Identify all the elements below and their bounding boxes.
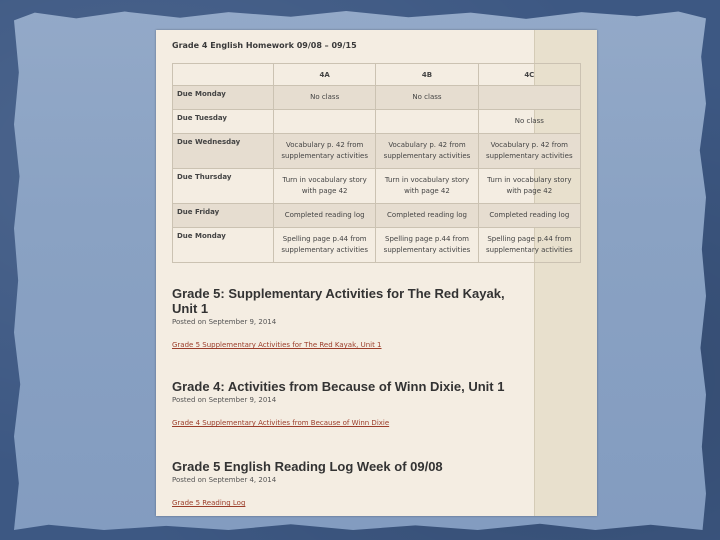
table-cell: Vocabulary p. 42 from supplementary activities (274, 134, 376, 169)
blog-post (172, 286, 532, 349)
table-cell: Turn in vocabulary story with page 42 (274, 169, 376, 204)
table-row (173, 228, 581, 263)
row-day-label: Due Tuesday (173, 110, 274, 134)
blog-post (172, 459, 532, 507)
row-day-label: Due Thursday (173, 169, 274, 204)
column-header (173, 64, 274, 86)
table-cell: Spelling page p.44 from supplementary activities (376, 228, 478, 263)
table-row (173, 110, 581, 134)
table-cell: No class (376, 86, 478, 110)
table-cell: Spelling page p.44 from supplementary activities (478, 228, 580, 263)
table-cell: Completed reading log (376, 204, 478, 228)
post-date: Posted on September 9, 2014 (172, 396, 277, 404)
table-cell: No class (478, 110, 580, 134)
table-cell: Turn in vocabulary story with page 42 (478, 169, 580, 204)
post-link[interactable]: Grade 4 Supplementary Activities from Because of Winn Dixie (172, 419, 390, 427)
table-cell: Completed reading log (478, 204, 580, 228)
row-day-label: Due Friday (173, 204, 274, 228)
table-row (173, 169, 581, 204)
table-cell: Vocabulary p. 42 from supplementary activities (478, 134, 580, 169)
homework-title: Grade 4 English Homework 09/08 – 09/15 (172, 41, 357, 50)
post-date: Posted on September 4, 2014 (172, 476, 277, 484)
column-header: 4C (478, 64, 580, 86)
table-cell (376, 110, 478, 134)
table-cell (274, 110, 376, 134)
webpage-screenshot (156, 30, 597, 516)
table-cell: No class (274, 86, 376, 110)
post-title[interactable]: Grade 5: Supplementary Activities for The Red Kayak, Unit 1 (172, 286, 505, 316)
table-row (173, 134, 581, 169)
table-cell (478, 86, 580, 110)
homework-table (172, 63, 581, 263)
table-cell: Spelling page p.44 from supplementary activities (274, 228, 376, 263)
column-header: 4A (274, 64, 376, 86)
table-row (173, 86, 581, 110)
column-header: 4B (376, 64, 478, 86)
row-day-label: Due Wednesday (173, 134, 274, 169)
post-link[interactable]: Grade 5 Reading Log (172, 499, 246, 507)
table-cell: Completed reading log (274, 204, 376, 228)
post-title[interactable]: Grade 4: Activities from Because of Winn Dixie, Unit 1 (172, 379, 505, 394)
table-row (173, 204, 581, 228)
row-day-label: Due Monday (173, 228, 274, 263)
blog-post (172, 379, 532, 427)
table-cell: Vocabulary p. 42 from supplementary activities (376, 134, 478, 169)
table-cell: Turn in vocabulary story with page 42 (376, 169, 478, 204)
post-link[interactable]: Grade 5 Supplementary Activities for The Red Kayak, Unit 1 (172, 341, 382, 349)
table-header-row (173, 64, 581, 86)
row-day-label: Due Monday (173, 86, 274, 110)
post-title[interactable]: Grade 5 English Reading Log Week of 09/08 (172, 459, 443, 474)
post-date: Posted on September 9, 2014 (172, 318, 277, 326)
